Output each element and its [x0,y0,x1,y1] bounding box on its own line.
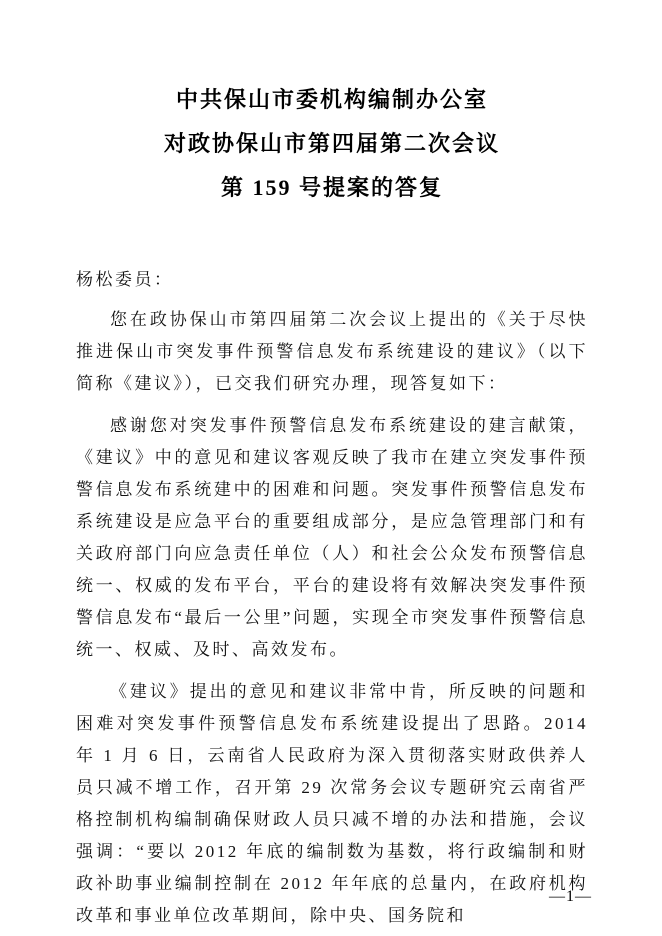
salutation: 杨松委员： [76,270,174,289]
title-line-2: 对政协保山市第四届第二次会议 [163,131,500,156]
paragraph-1: 您在政协保山市第四届第二次会议上提出的《关于尽快推进保山市突发事件预警信息发布系统建设的建议》（以下简称《建议》），已交我们研究办理，现答复如下： [76,310,588,393]
paragraph-2: 感谢您对突发事件预警信息发布系统建设的建言献策，《建议》中的意见和建议客观反映了我市在建立突发事件预警信息发布系统建中的困难和问题。突发事件预警信息发布系统建设是应急平台的重要组成部分，是应急管理部门和有关政府部门向应急责任单位（人）和社会公众发布预警信息统一、权威的发布平台，平台的建设将有效解决突发事件预警信息发布“最后一公里”问题，实现全市突发事件预警信息统一、权威、及时、高效发布。 [76,416,588,659]
title-line-3: 第 159 号提案的答复 [220,175,443,200]
document-body [76,264,588,932]
paragraph-3: 《建议》提出的意见和建议非常中肯，所反映的问题和困难对突发事件预警信息发布系统建设提出了思路。2014 年 1 月 6 日，云南省人民政府为深入贯彻落实财政供养人员只减不增工作，召开第 29 次常务会议专题研究云南省严格控制机构编制确保财政人员只减不增的办法和措施，会议强调：“要以 2012 年底的编制数为基数，将行政编制和财政补助事业编制控制在 2012 年年底的总量内，在政府机构改革和事业单位改革期间，除中央、国务院和 [76,682,588,925]
title-line-1: 中共保山市委机构编制办公室 [175,87,488,112]
page-number: —1— [549,888,592,905]
document-title [76,78,588,210]
